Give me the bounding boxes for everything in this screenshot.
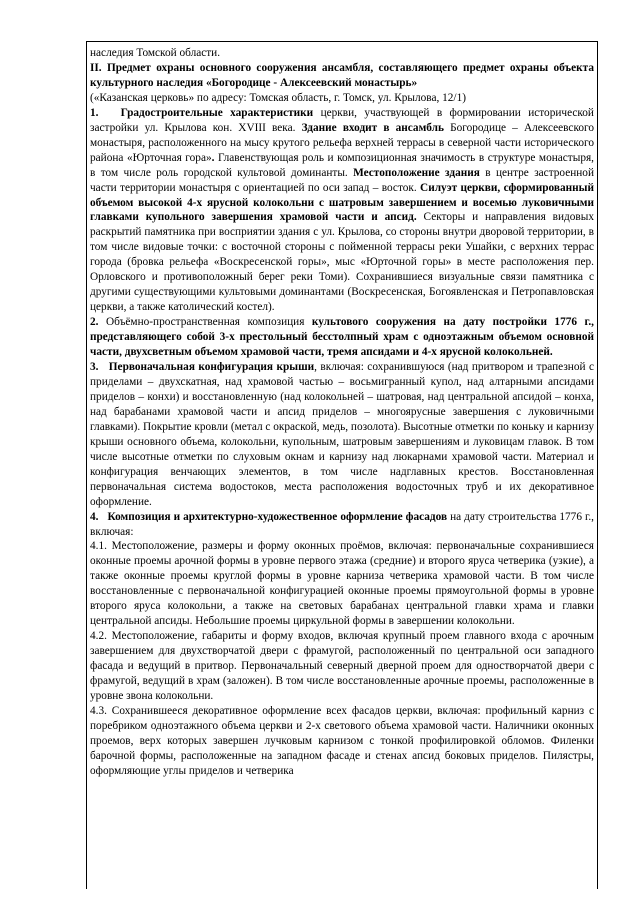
item-1-bold-5: Силуэт церкви, сформированный объемом высокой 4-х ярусной колокольни с шатровым завершением и восемью луковичными главками купольного завершения храмовой части и апсид. xyxy=(90,181,594,224)
section-2-title: II. Предмет охраны основного сооружения ансамбля, составляющего предмет охраны объекта культурного наследия «Богородице - Алексеевский монастырь» xyxy=(90,61,594,89)
item-3-lead: Первоначальная конфигурация крыши xyxy=(108,361,315,374)
item-2-paragraph xyxy=(90,315,594,360)
item-3-number: 3. xyxy=(90,361,99,374)
item-1-bold-2: Здание входит в ансамбль xyxy=(301,121,444,134)
item-3-paragraph xyxy=(90,360,594,510)
item-1-text-4: в центре застроенной части территории монастыря с ориентацией по оси запад – восток. xyxy=(90,166,594,194)
item-3-text-1: , включая: сохранившуюся (над притвором и трапезной с приделами – двухскатная, над храмовой частью – восьмигранный купол, над алтарными апсидами приделов – конхи) и восстановленную (над колокольней – шатровая, над центральной апсидой – конха, над барабанами храмовой части и апсид приделов – многоярусные завершения с луковичными главками). Покрытие кровли (метал с окраской, медь, позолота). Высотные отметки по коньку и карнизу крыши основного объема, колокольни, купольным, шатровым завершениям и луковицам главок. В том числе высотные отметки по слуховым окнам и карнизу над люкарнами храмовой части. Материал и конфигурация венчающих элементов, в том числе надглавных крестов. Восстановленная первоначальная система водостоков, места расположения водосточных труб и их декоративное оформление. xyxy=(90,361,594,508)
paragraph-intro: наследия Томской области. xyxy=(90,47,221,59)
item-1-number: 1. xyxy=(90,106,99,119)
item-2-bold-1: культового сооружения на дату постройки 1776 г., представляющего собой 3-х престольный бесстолпный храм с одноэтажным объемом основной части, двухсветным объемом храмовой части, тремя апсидами и 4-х ярусной колокольней. xyxy=(90,316,594,359)
item-4-paragraph xyxy=(90,510,594,540)
subitem-4-2: 4.2. Местоположение, габариты и форму входов, включая крупный проем главного входа с арочным завершением для двухстворчатой двери с фрамугой, расположенный по центральной оси западного фасада и ведущий в притвор. Первоначальный северный дверной проем для одностворчатой двери с фрамугой, ведущий в храм (заложен). В том числе восстановленные арочные проемы, расположенные в уровне звона колокольни. xyxy=(90,630,594,702)
item-2-number: 2. xyxy=(90,316,99,329)
item-1-text-2: Богородице – Алексеевского монастыря, расположенного на мысу крутого рельефа верхней террасы в северной части исторического района «Юрточная гора» xyxy=(90,121,595,164)
subitem-4-1: 4.1. Местоположение, размеры и форму оконных проёмов, включая: первоначальные сохранившиеся оконные проемы арочной формы в уровне первого этажа (средние) и второго яруса четверика (узкие), а также оконные проемы круглой формы в уровне карниза четверика храмовой части. В том числе восстановленные с первоначальной конфигурацией оконные проемы прямоугольной формы в уровне второго яруса колокольни, а также на световых барабанах центральной главки храма и главки центральной апсиды. Небольшие проемы циркульной формы в завершении колокольни. xyxy=(90,540,594,628)
item-1-text-5: Секторы и направления видовых раскрытий памятника при восприятии здания с ул. Крылова, со стороны внутри дворовой территории, в том числе видовые точки: с восточной стороны с пойменной террасы реки Ушайки, с верхних террас города (бровка рельефа «Воскресенской горы», мыс «Юрточной горы» в месте расположения пер. Орловского и противоположный берег реки Томи). Сохранившиеся визуальные связи памятника с другими существующими культовыми доминантами (Воскресенская, Богоявленская и Петропавловская церкви, а также католический костел). xyxy=(90,211,594,314)
item-1-text-1: церкви, участвующей в формировании исторической застройки ул. Крылова кон. XVIII века. xyxy=(90,106,594,134)
item-4-number: 4. xyxy=(90,510,99,523)
item-2-text-1: Объёмно-пространственная композиция xyxy=(98,316,312,329)
item-1-text-3: Главенствующая роль и композиционная значимость в структуре монастыря, в том числе роль городской культовой доминанты. xyxy=(90,151,594,179)
section-2-subtitle: («Казанская церковь» по адресу: Томская область, г. Томск, ул. Крылова, 12/1) xyxy=(90,91,466,104)
item-4-lead: Композиция и архитектурно-художественное оформление фасадов xyxy=(107,510,448,523)
item-1-paragraph xyxy=(90,106,594,315)
item-1-bold-4: Местоположение здания xyxy=(353,166,480,179)
item-4-text-1: на дату строительства 1776 г., включая: xyxy=(90,510,594,538)
item-1-lead: Градостроительные характеристики xyxy=(120,106,314,119)
document-table-cell xyxy=(86,41,598,889)
subitem-4-3: 4.3. Сохранившееся декоративное оформление всех фасадов церкви, включая: профильный карниз с поребриком одноэтажного объема церкви и 2-х светового объема храмовой части. Наличники оконных проемов, верх которых завершен лучковым карнизом с тонкой профилировкой обломов. Филенки барочной формы, расположенные на западном фасаде и стенах апсид боковых приделов. Пилястры, оформляющие углы приделов и четверика xyxy=(90,704,594,777)
item-1-bold-3: . xyxy=(211,151,215,164)
